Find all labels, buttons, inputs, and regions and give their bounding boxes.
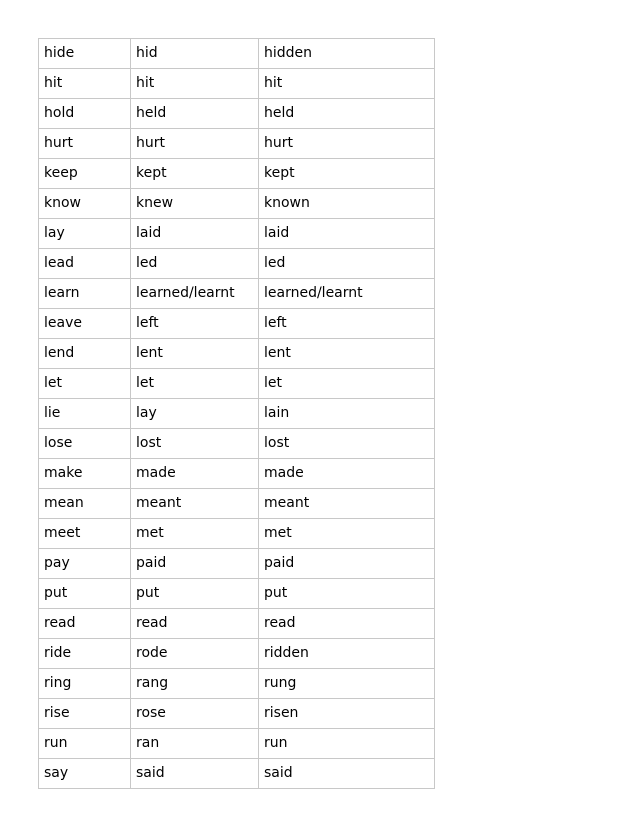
base-form-cell: read xyxy=(39,609,131,639)
base-form-cell: let xyxy=(39,369,131,399)
base-form-cell: meet xyxy=(39,519,131,549)
base-form-cell: make xyxy=(39,459,131,489)
past-participle-cell: said xyxy=(264,765,293,781)
past-participle-cell: risen xyxy=(259,699,434,729)
base-form-cell: run xyxy=(39,729,131,759)
past-simple-cell: left xyxy=(131,309,259,339)
past-participle-cell: lent xyxy=(259,339,434,369)
past-simple-cell: led xyxy=(131,249,259,279)
past-simple-cell: lay xyxy=(131,399,259,429)
past-simple-cell: hit xyxy=(131,69,259,99)
past-participle-cell: lain xyxy=(259,399,434,429)
table-row xyxy=(39,339,434,369)
base-form-cell: ride xyxy=(39,639,131,669)
base-form-cell: lose xyxy=(39,429,131,459)
past-simple-cell: rose xyxy=(131,699,259,729)
base-form-cell: hit xyxy=(39,69,131,99)
past-participle-cell: hit xyxy=(259,69,434,99)
past-simple-cell: knew xyxy=(131,189,259,219)
table-row xyxy=(39,429,434,459)
table-row xyxy=(39,219,434,249)
past-participle-cell: left xyxy=(259,309,434,339)
past-participle-cell: held xyxy=(259,99,434,129)
verb-table-body xyxy=(39,39,434,788)
base-form-cell: say xyxy=(39,759,131,788)
past-simple-cell: paid xyxy=(131,549,259,579)
table-row xyxy=(39,609,434,639)
base-form-cell: leave xyxy=(39,309,131,339)
table-row xyxy=(39,519,434,549)
past-simple-cell: hid xyxy=(131,39,259,69)
past-participle-cell: hidden xyxy=(259,39,434,69)
past-simple-cell: let xyxy=(131,369,259,399)
table-row xyxy=(39,459,434,489)
past-participle-cell: known xyxy=(259,189,434,219)
past-participle-cell: paid xyxy=(259,549,434,579)
past-simple-cell: learned/learnt xyxy=(131,279,259,309)
base-form-cell: ring xyxy=(39,669,131,699)
past-participle-cell: put xyxy=(259,579,434,609)
past-simple-cell: meant xyxy=(131,489,259,519)
table-row xyxy=(39,39,434,69)
table-row xyxy=(39,639,434,669)
table-row xyxy=(39,699,434,729)
past-simple-cell: read xyxy=(131,609,259,639)
table-row xyxy=(39,69,434,99)
past-simple-cell: laid xyxy=(131,219,259,249)
table-row xyxy=(39,399,434,429)
past-simple-cell: met xyxy=(131,519,259,549)
past-simple-cell: made xyxy=(131,459,259,489)
past-participle-cell: led xyxy=(259,249,434,279)
table-row xyxy=(39,759,434,788)
base-form-cell: lay xyxy=(39,219,131,249)
table-row xyxy=(39,159,434,189)
base-form-cell: keep xyxy=(39,159,131,189)
table-row xyxy=(39,249,434,279)
base-form-cell: hide xyxy=(39,39,131,69)
past-participle-cell: ridden xyxy=(259,639,434,669)
past-simple-cell: ran xyxy=(131,729,259,759)
past-participle-cell: laid xyxy=(259,219,434,249)
table-row xyxy=(39,729,434,759)
table-row xyxy=(39,489,434,519)
past-simple-cell: said xyxy=(131,759,259,788)
past-participle-cell: learned/learnt xyxy=(259,279,434,309)
table-row xyxy=(39,549,434,579)
table-row xyxy=(39,669,434,699)
past-participle-cell: run xyxy=(259,729,434,759)
table-row xyxy=(39,129,434,159)
table-row xyxy=(39,309,434,339)
past-participle-cell: lost xyxy=(259,429,434,459)
past-participle-cell: kept xyxy=(259,159,434,189)
base-form-cell: lie xyxy=(39,399,131,429)
table-row xyxy=(39,369,434,399)
table-row xyxy=(39,579,434,609)
past-simple-cell: held xyxy=(131,99,259,129)
base-form-cell: lead xyxy=(39,249,131,279)
past-participle-cell: let xyxy=(259,369,434,399)
base-form-cell: hurt xyxy=(39,129,131,159)
past-participle-cell: hurt xyxy=(259,129,434,159)
table-row xyxy=(39,99,434,129)
base-form-cell: mean xyxy=(39,489,131,519)
base-form-cell: pay xyxy=(39,549,131,579)
past-participle-cell: met xyxy=(259,519,434,549)
base-form-cell: learn xyxy=(39,279,131,309)
past-participle-cell: meant xyxy=(259,489,434,519)
table-row xyxy=(39,189,434,219)
past-simple-cell: lost xyxy=(131,429,259,459)
base-form-cell: know xyxy=(39,189,131,219)
past-participle-cell: read xyxy=(259,609,434,639)
past-simple-cell: rode xyxy=(131,639,259,669)
past-simple-cell: lent xyxy=(131,339,259,369)
irregular-verbs-table xyxy=(38,38,435,789)
base-form-cell: lend xyxy=(39,339,131,369)
base-form-cell: hold xyxy=(39,99,131,129)
past-simple-cell: rang xyxy=(131,669,259,699)
past-simple-cell: kept xyxy=(131,159,259,189)
past-simple-cell: hurt xyxy=(131,129,259,159)
base-form-cell: put xyxy=(39,579,131,609)
base-form-cell: rise xyxy=(39,699,131,729)
past-participle-cell: rung xyxy=(259,669,434,699)
table-row xyxy=(39,279,434,309)
past-simple-cell: put xyxy=(131,579,259,609)
past-participle-cell: made xyxy=(259,459,434,489)
